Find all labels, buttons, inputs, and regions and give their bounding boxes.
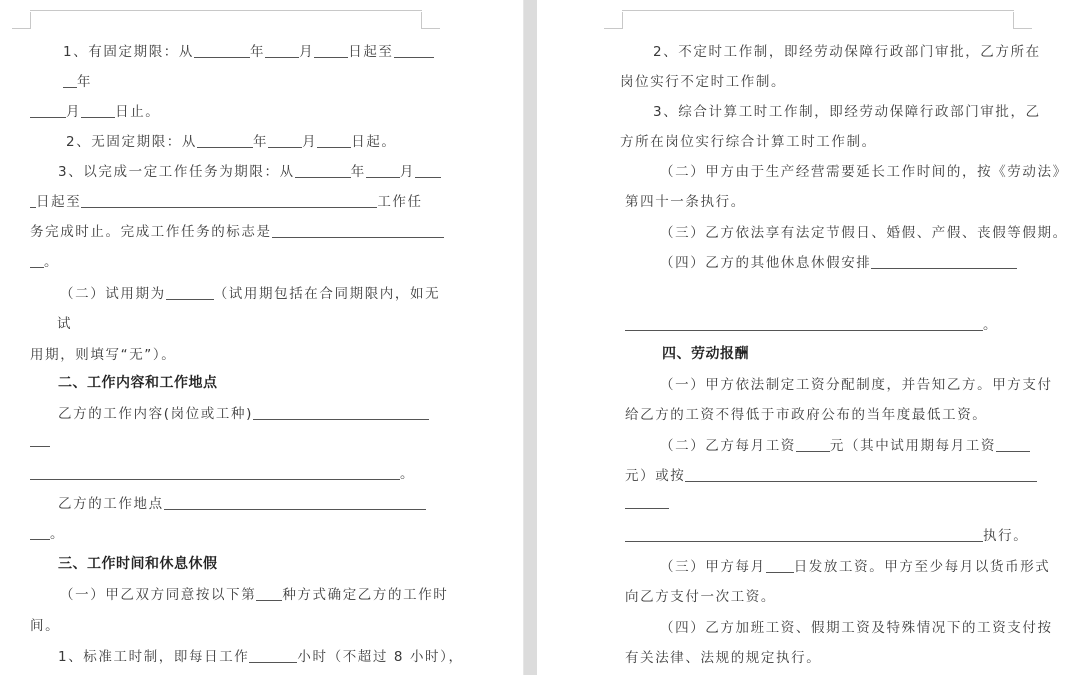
blank-field[interactable] xyxy=(996,437,1030,452)
blank-field[interactable] xyxy=(415,163,441,178)
blank-field[interactable] xyxy=(81,103,115,118)
text-line xyxy=(625,494,669,511)
blank-field[interactable] xyxy=(30,253,44,268)
blank-field[interactable] xyxy=(166,285,214,300)
text-line: 岗位实行不定时工作制。 xyxy=(620,74,787,90)
text-line: 1、标准工时制，即每日工作 小时（不超过 8 小时）， xyxy=(58,649,464,665)
blank-field[interactable] xyxy=(268,133,302,148)
page-top-border xyxy=(30,10,422,11)
blank-field[interactable] xyxy=(272,223,444,238)
text-line: 1、有固定期限：从 年 月 日起至 xyxy=(63,40,434,60)
text-line: 用期，则填写“无”）。 xyxy=(30,347,177,363)
blank-field[interactable] xyxy=(871,254,1017,269)
text-line: 。 xyxy=(30,462,415,482)
text-line: 务完成时止。完成工作任务的标志是 xyxy=(30,220,444,240)
section-heading: 二、工作内容和工作地点 xyxy=(58,375,218,391)
crop-mark-top-left xyxy=(604,12,623,29)
blank-field[interactable] xyxy=(249,648,297,663)
blank-field[interactable] xyxy=(265,43,299,58)
blank-field[interactable] xyxy=(625,494,669,509)
page-divider-bar xyxy=(523,0,538,675)
document-page-right xyxy=(537,0,1080,675)
text-line: 年 xyxy=(63,70,92,90)
text-line: 。 xyxy=(30,250,59,270)
text-line: （一）甲方依法制定工资分配制度，并告知乙方。甲方支付 xyxy=(660,377,1053,393)
blank-field[interactable] xyxy=(366,163,400,178)
blank-field[interactable] xyxy=(625,527,983,542)
text-line: （二）乙方每月工资 元（其中试用期每月工资 xyxy=(660,434,1030,454)
text-line: 给乙方的工资不得低于市政府公布的当年度最低工资。 xyxy=(625,407,988,423)
text-line: （四）乙方的其他休息休假安排 xyxy=(660,251,1017,271)
document-page-left xyxy=(0,0,507,675)
text-line: （三）甲方每月 日发放工资。甲方至少每月以货币形式 xyxy=(660,559,1051,575)
crop-mark-top-left xyxy=(12,12,31,29)
text-line: （二）试用期为 （试用期包括在合同期限内，如无 xyxy=(60,286,441,302)
blank-field[interactable] xyxy=(194,43,250,58)
blank-field[interactable] xyxy=(394,43,434,58)
text-line: 试 xyxy=(57,316,73,332)
blank-field[interactable] xyxy=(197,133,253,148)
blank-field[interactable] xyxy=(317,133,351,148)
text-line: （三）乙方依法享有法定节假日、婚假、产假、丧假等假期。 xyxy=(660,225,1068,241)
section-heading: 四、劳动报酬 xyxy=(662,346,749,362)
blank-field[interactable] xyxy=(625,316,983,331)
text-line: 月 日止。 xyxy=(30,100,160,120)
text-line: （四）乙方加班工资、假期工资及特殊情况下的工资支付按 xyxy=(660,620,1053,636)
text-line: 3、以完成一定工作任务为期限：从 年 月 xyxy=(58,160,441,180)
text-line: 执行。 xyxy=(625,524,1028,544)
blank-field[interactable] xyxy=(796,437,830,452)
text-line: 元）或按 xyxy=(625,464,1037,484)
text-line: 3、综合计算工时工作制，即经劳动保障行政部门审批，乙 xyxy=(653,104,1041,120)
blank-field[interactable] xyxy=(164,495,426,510)
text-line: （二）甲方由于生产经营需要延长工作时间的，按《劳动法》 xyxy=(660,164,1068,180)
page-top-border xyxy=(622,10,1014,11)
blank-field[interactable] xyxy=(685,467,1037,482)
text-line: 乙方的工作地点 xyxy=(58,492,426,512)
blank-field[interactable] xyxy=(30,465,400,480)
blank-field[interactable] xyxy=(63,73,77,88)
text-line: 向乙方支付一次工资。 xyxy=(625,589,776,605)
text-line: 2、不定时工作制，即经劳动保障行政部门审批，乙方所在 xyxy=(653,44,1041,60)
crop-mark-top-right xyxy=(421,12,440,29)
section-heading: 三、工作时间和休息休假 xyxy=(58,556,218,572)
blank-field[interactable] xyxy=(766,558,794,573)
blank-field[interactable] xyxy=(256,586,282,601)
blank-field[interactable] xyxy=(81,193,377,208)
text-line: （一）甲乙双方同意按以下第 种方式确定乙方的工作时 xyxy=(60,587,449,603)
blank-field[interactable] xyxy=(30,525,50,540)
text-line xyxy=(30,432,50,449)
text-line: 乙方的工作内容(岗位或工种) xyxy=(58,402,429,422)
text-line: 。 xyxy=(625,313,998,333)
blank-field[interactable] xyxy=(30,432,50,447)
text-line: 间。 xyxy=(30,618,61,634)
crop-mark-top-right xyxy=(1013,12,1032,29)
text-line: 2、无固定期限：从 年 月 日起。 xyxy=(66,134,397,150)
blank-field[interactable] xyxy=(253,405,429,420)
page-gutter xyxy=(507,0,537,675)
blank-field[interactable] xyxy=(314,43,348,58)
blank-field[interactable] xyxy=(295,163,351,178)
text-line: 。 xyxy=(30,522,65,542)
text-line: 日起至 工作任 xyxy=(30,190,423,210)
text-line: 第四十一条执行。 xyxy=(625,194,746,210)
text-line: 方所在岗位实行综合计算工时工作制。 xyxy=(620,134,877,150)
text-line: 有关法律、法规的规定执行。 xyxy=(625,650,822,666)
blank-field[interactable] xyxy=(30,103,66,118)
